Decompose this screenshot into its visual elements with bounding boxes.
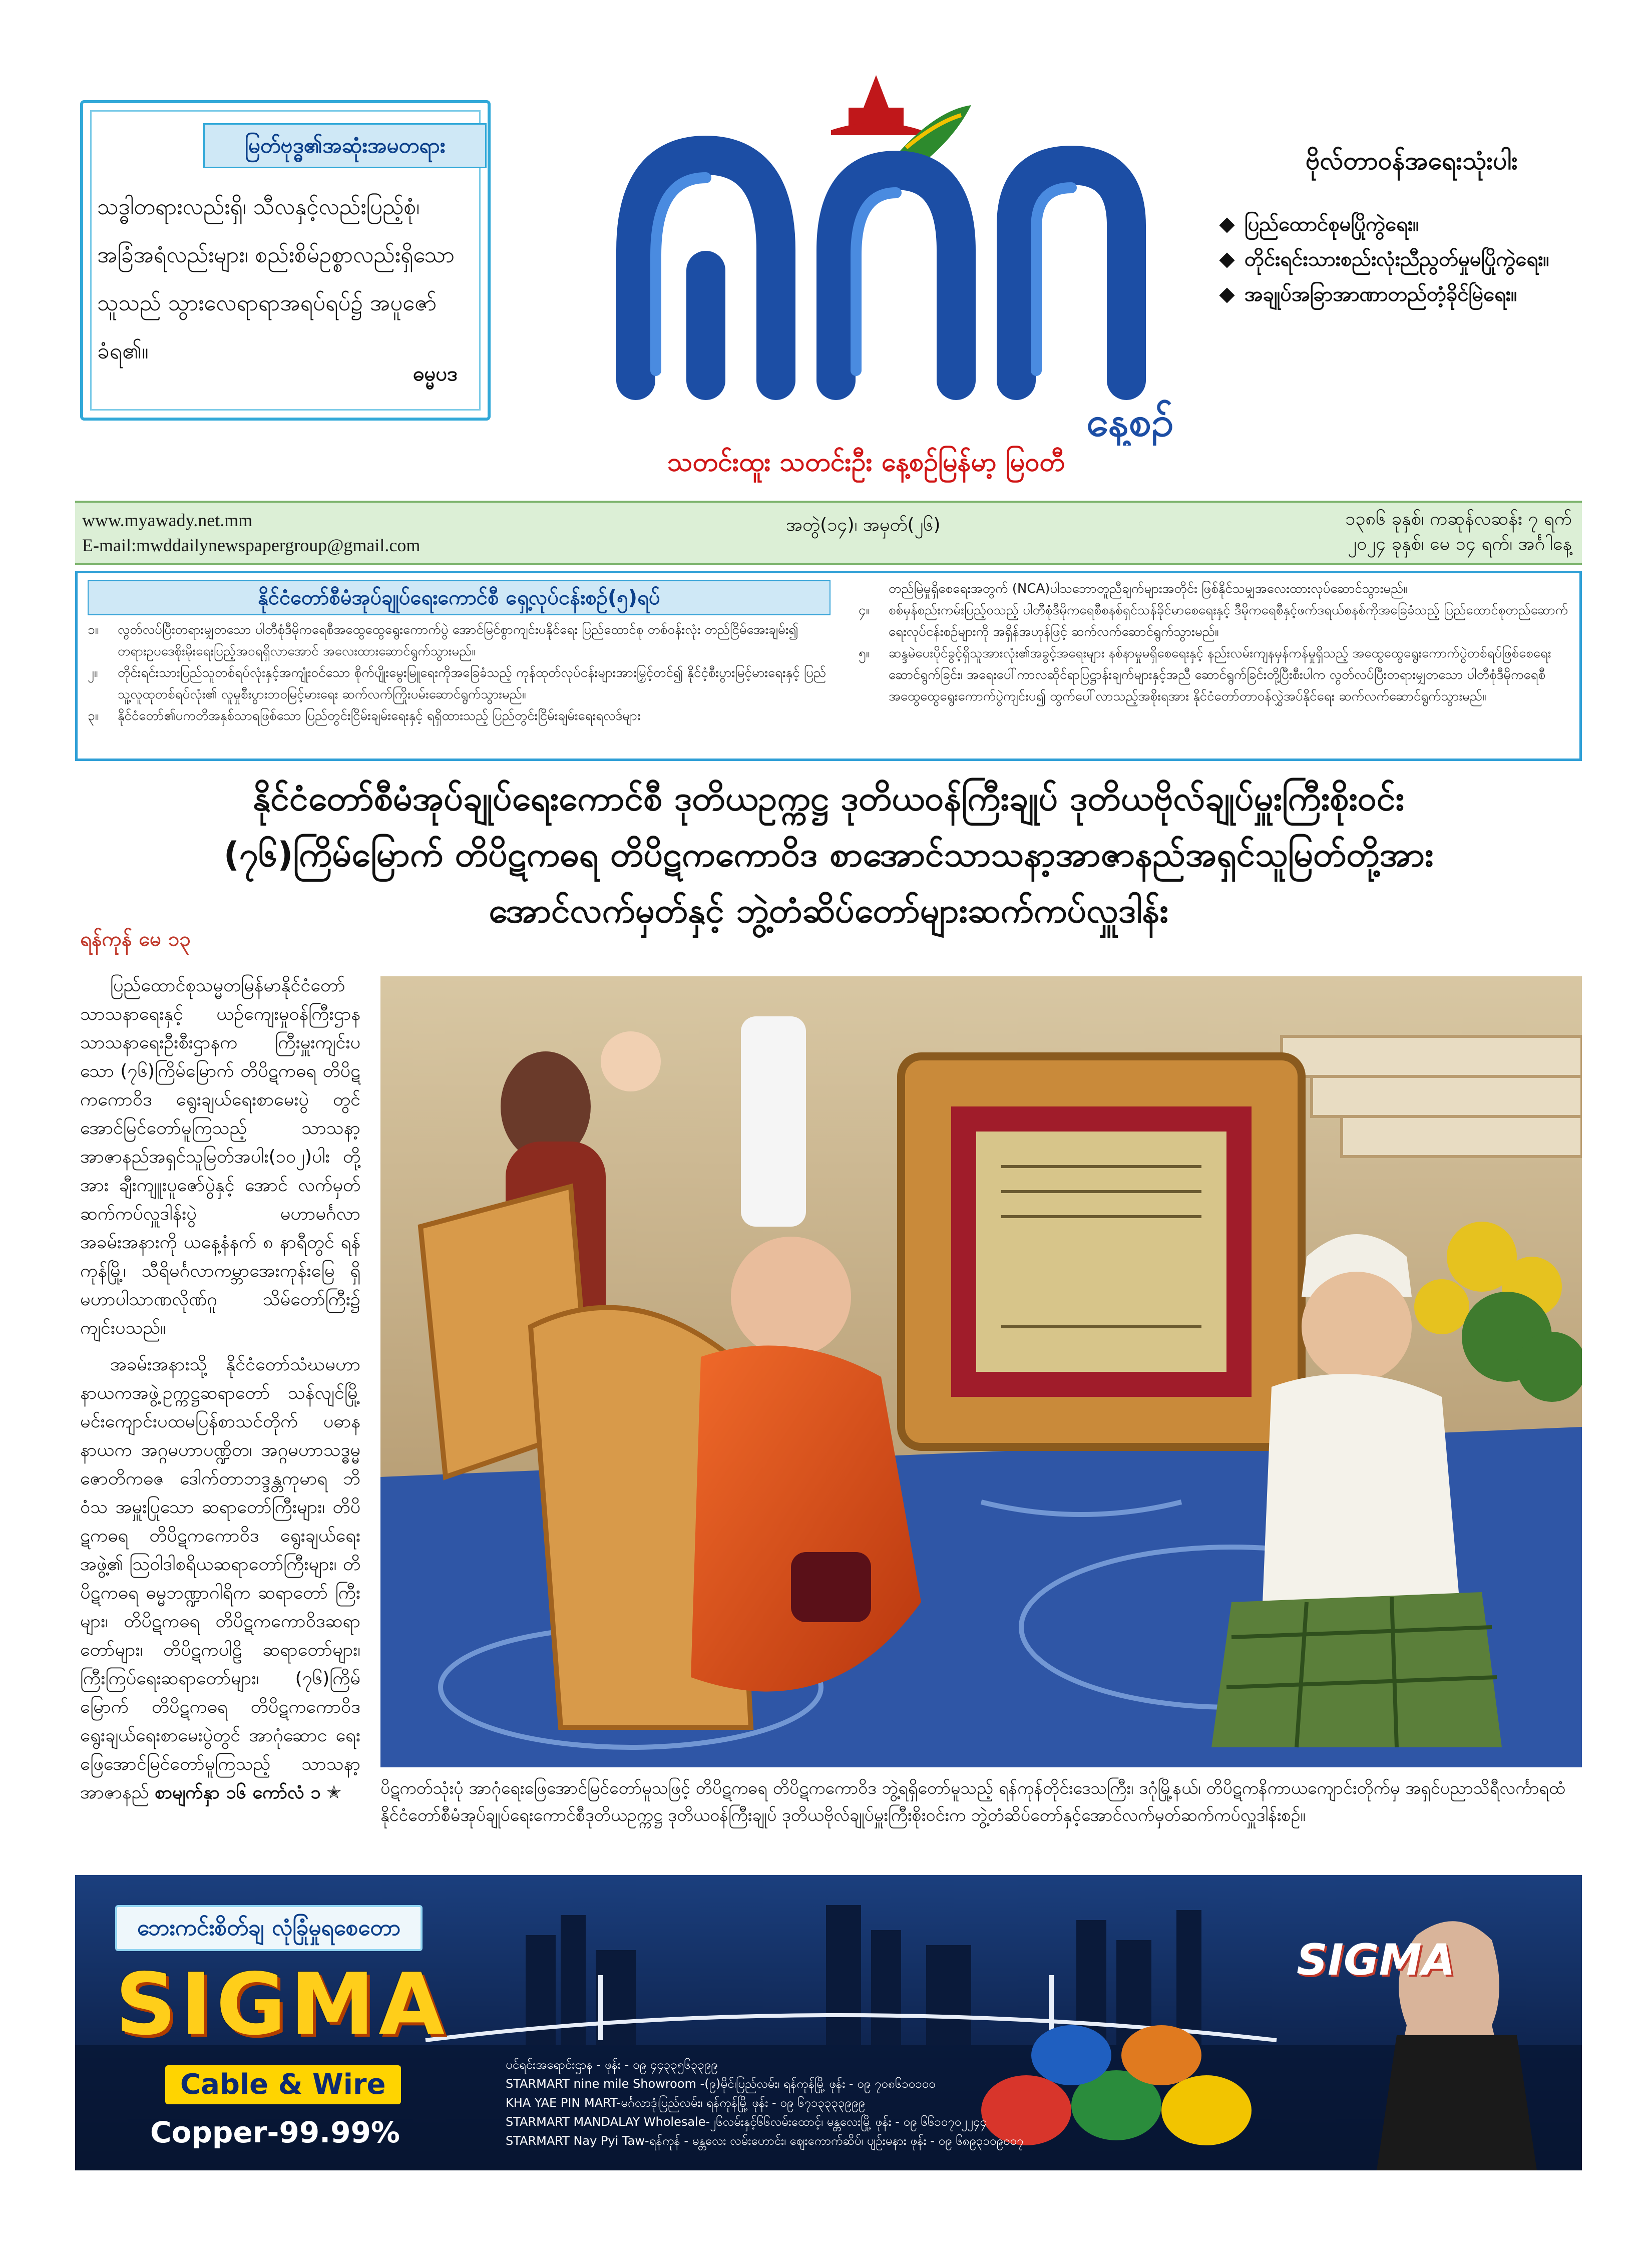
- quote-box: [80, 100, 491, 421]
- slogan-item: [1221, 277, 1602, 312]
- government-objectives-box: [75, 571, 1582, 761]
- diamond-bullet-icon: [1219, 217, 1234, 233]
- masthead-subtitle: နေ့စဉ်: [1086, 399, 1174, 445]
- ad-brand-name: SIGMA: [115, 1955, 449, 2054]
- slogans-title: ဗိုလ်တာဝန်အရေးသုံးပါး: [1306, 146, 1518, 175]
- objective-text: တည်မြဲမှုရှိစေရေးအတွက် (NCA)ပါသဘောတူညီချက်များအတိုင်း ဖြစ်နိုင်သမျှအလေးထားလုပ်ဆောင်သွားမည်။: [889, 581, 1408, 596]
- article-paragraph-text: အခမ်းအနားသို့ နိုင်ငံတော်သံဃမဟာ နာယကအဖွဲ့ဥက္ကဋ္ဌဆရာတော် သန်လျင်မြို့ မင်းကျောင်းပထမပြန်စာသင်တိုက် ပဓာန နာယက အဂ္ဂမဟာပဏ္ဍိတ၊ အဂ္ဂမဟာသဒ္ဓမ္မ ဇောတိကဓဇ ဒေါက်တာဘဒ္ဒန္တကုမာရ ဘိဝံသ အမှူးပြုသော ဆရာတော်ကြီးများ၊ တိပိဋကဓရ တိပိဋကကောဝိဒ ရွေးချယ်ရေး အဖွဲ့၏ ဩဝါဒါစရိယဆရာတော်ကြီးများ၊ တိပိဋကဓရ ဓမ္မဘဏ္ဍာဂါရိက ဆရာတော် ကြီးများ၊ တိပိဋကဓရ တိပိဋကကောဝိဒဆရာ တော်များ၊ တိပိဋကပါဠိ ဆရာတော်များ၊ ကြီးကြပ်ရေးဆရာတော်များ၊ (၇၆)ကြိမ် မြောက် တိပိဋကဓရ တိပိဋကကောဝိဒ ရွေးချယ်ရေးစာမေးပွဲတွင် အာဂုံဆောင ရေးဖြေအောင်မြင်တော်မူကြသည့် သာသနာ့ အာဇာနည်: [80, 1354, 360, 1803]
- objective-item: [859, 578, 1574, 600]
- objective-number: [859, 578, 889, 600]
- government-objectives-title: နိုင်ငံတော်စီမံအုပ်ချုပ်ရေးကောင်စီ ရှေ့လုပ်ငန်းစဉ်(၅)ရပ်: [88, 580, 831, 615]
- quote-line: သူသည် သွားလေရာရာအရပ်ရပ်၌ အပူဇော်: [97, 290, 437, 316]
- ad-copper-purity: Copper-99.99%: [150, 2115, 400, 2149]
- masthead-tagline: သတင်းထူး သတင်းဦး နေ့စဉ်မြန်မာ့ မြဝတီ: [667, 447, 1065, 477]
- ad-product: Cable & Wire: [165, 2065, 401, 2104]
- ad-contacts: [506, 2055, 1023, 2150]
- date-gregorian: ၂၀၂၄ ခုနှစ်၊ မေ ၁၄ ရက်၊ အင်္ဂါနေ့: [1348, 534, 1572, 554]
- objective-item: [88, 619, 829, 662]
- article-paragraph: ပြည်ထောင်စုသမ္မတမြန်မာနိုင်ငံတော် သာသနာရေးနှင့် ယဉ်ကျေးမှုဝန်ကြီးဌာန သာသနာရေးဦးစီးဌာနက ကြီးမှူးကျင်းပ သော (၇၆)ကြိမ်မြောက် တိပိဋကဓရ တိပိဋကကောဝိဒ ရွေးချယ်ရေးစာမေးပွဲ တွင် အောင်မြင်တော်မူကြသည့် သာသနာ့ အာဇာနည်အရှင်သူမြတ်အပါး(၁၀၂)ပါး တို့အား ချီးကျူးပူဇော်ပွဲနှင့် အောင် လက်မှတ်ဆက်ကပ်လှူဒါန်းပွဲ မဟာမင်္ဂလာ အခမ်းအနားကို ယနေ့နံနက် ၈ နာရီတွင် ရန်ကုန်မြို့၊ သီရိမင်္ဂလာကမ္ဘာအေးကုန်းမြေ ရှိ မဟာပါသာဏလိုဏ်ဂူ သိမ်တော်ကြီး၌ ကျင်းပသည်။: [80, 975, 360, 1338]
- objective-text: လွတ်လပ်ပြီးတရားမျှတသော ပါတီစုံဒီမိုကရေစီအထွေထွေရွေးကောက်ပွဲ အောင်မြင်စွာကျင်းပနိုင်ရေး ပြည်ထောင်စု တစ်ဝန်းလုံး တည်ငြိမ်အေးချမ်း၍ တရားဥပဒေစိုးမိုးရေးပြည့်အဝရရှိလာအောင် အလေးထားဆောင်ရွက်သွားမည်။: [118, 622, 798, 659]
- objective-item: [88, 662, 829, 705]
- masthead-logo-graphic: [576, 60, 1176, 446]
- objective-item: [88, 705, 829, 727]
- quote-line: ခံရ၏။: [97, 338, 149, 364]
- diamond-bullet-icon: [1219, 252, 1234, 268]
- objectives-right-column: [859, 578, 1574, 707]
- sigma-logo: SIGMA: [1297, 1935, 1455, 1985]
- objective-item: [859, 600, 1574, 643]
- objective-item: [859, 643, 1574, 707]
- ad-contact-line: KHA YAE PIN MART-မင်္ဂလာဒုံ၊ပြည်လမ်း၊ ရန်ကုန်မြို့ ဖုန်း - ၀၉ ၆၇၁၃၃၃၃၉၉၉: [506, 2096, 865, 2110]
- info-strip: [75, 501, 1582, 565]
- objective-text: တိုင်းရင်းသားပြည်သူတစ်ရပ်လုံးနှင့်အကျုံးဝင်သော စိုက်ပျိုးမွေးမြူရေးကိုအခြေခံသည့် ကုန်ထုတ်လုပ်ငန်းများအားမြှင့်တင်၍ နိုင်ငံ့စီးပွားမြင့်မားရေးနှင့် ပြည်သူ့လူထုတစ်ရပ်လုံး၏ လူမှုစီးပွားဘဝမြင့်မားရေး ဆက်လက်ကြိုးပမ်းဆောင်ရွက်သွားမည်။: [118, 665, 827, 702]
- ceremony-photo-illustration: [380, 976, 1582, 1767]
- objective-text: နိုင်ငံတော်၏ပကတိအနှစ်သာရဖြစ်သော ပြည်တွင်းငြိမ်းချမ်းရေးနှင့် ရရှိထားသည့် ပြည်တွင်းငြိမ်းချမ်းရေးရလဒ်များ: [118, 708, 641, 723]
- objective-number: ၃။: [88, 708, 99, 723]
- issue-number: အတွဲ(၁၄)၊ အမှတ်(၂၆): [786, 515, 941, 535]
- ad-contact-line: STARMART Nay Pyi Taw-ရန်ကုန် - မန္တလေး လမ်းဟောင်း၊ ဈေးကောက်ဆိပ်၊ ပျဉ်းမနား ဖုန်း - ၀၉ ၆၈၉၃၁၀၉၀၀၇: [506, 2134, 1024, 2148]
- photo-caption: ပိဋကတ်သုံးပုံ အာဂုံရေးဖြေအောင်မြင်တော်မူသဖြင့် တိပိဋကဓရ တိပိဋကကောဝိဒ ဘွဲ့ရရှိတော်မူသည့် ရန်ကုန်တိုင်းဒေသကြီး၊ ဒဂုံမြို့နယ်၊ တိပိဋကနိကာယကျောင်းတိုက်မှ အရှင်ပညာသိရီလင်္ကာရထံ နိုင်ငံတော်စီမံအုပ်ချုပ်ရေးကောင်စီဒုတိယဥက္ကဋ္ဌ ဒုတိယဝန်ကြီးချုပ် ဒုတိယဗိုလ်ချုပ်မှူးကြီးစိုးဝင်းက ဘွဲ့တံဆိပ်တော်နှင့်အောင်လက်မှတ်ဆက်ကပ်လှူဒါန်းစဉ်။: [380, 1778, 1565, 1825]
- star-icon: ✭: [320, 1782, 342, 1803]
- ceremony-photo: [380, 976, 1582, 1767]
- quote-title: မြတ်ဗုဒ္ဓ၏အဆုံးအမတရား: [203, 123, 487, 168]
- diamond-bullet-icon: [1219, 287, 1234, 303]
- website-link[interactable]: www.myawady.net.mm: [82, 510, 253, 530]
- ad-contact-line: STARMART nine mile Showroom -(၉)မိုင်၊ပြည်လမ်း၊ ရန်ကုန်မြို့ ဖုန်း - ၀၉ ၇၀၈၆၁၀၁၀၀: [506, 2077, 936, 2091]
- slogan-text: တိုင်းရင်းသားစည်းလုံးညီညွတ်မှုမပြိုကွဲရေး။: [1245, 248, 1549, 271]
- headline-line: အောင်လက်မှတ်နှင့် ဘွဲ့တံဆိပ်တော်များဆက်ကပ်လှူဒါန်း: [489, 891, 1168, 931]
- article-body: [80, 971, 360, 1815]
- objective-number: ၁။: [88, 622, 99, 637]
- quote-text: [97, 183, 478, 376]
- slogan-text: အချုပ်အခြာအာဏာတည်တံ့ခိုင်မြဲရေး။: [1245, 283, 1517, 306]
- slogan-item: [1221, 207, 1602, 242]
- date-myanmar: ၁၃၈၆ ခုနှစ်၊ ကဆုန်လဆန်း ၇ ရက်: [1345, 509, 1572, 529]
- article-dateline: ရန်ကုန် မေ ၁၃: [80, 928, 191, 951]
- quote-source: ဓမ္မပဒ: [412, 362, 458, 386]
- slogan-text: ပြည်ထောင်စုမပြိုကွဲရေး။: [1245, 213, 1419, 236]
- objective-number: ၄။: [859, 603, 870, 618]
- sigma-advertisement[interactable]: [75, 1875, 1582, 2170]
- objective-text: ဆန္ဒမဲပေးပိုင်ခွင့်ရှိသူအားလုံး၏အခွင့်အရေးများ နစ်နာမှုမရှိစေရေးနှင့် နည်းလမ်းကျနမှန်ကန်မှုရှိသည့် အထွေထွေရွေးကောက်ပွဲတစ်ရပ်ဖြစ်စေရေးဆောင်ရွက်ခြင်း၊ အရေးပေါ်ကာလဆိုင်ရာပြဋ္ဌာန်းချက်များနှင့်အညီ ဆောင်ရွက်ခြင်းတို့ပြီးစီးပါက လွတ်လပ်ပြီးတရားမျှတသော ပါတီစုံဒီမိုကရေစီအထွေထွေရွေးကောက်ပွဲကျင်းပ၍ ထွက်ပေါ်လာသည့်အစိုးရအား နိုင်ငံတော်တာဝန်လွှဲအပ်နိုင်ရေး ဆက်လက်ဆောင်ရွက်သွားမည်။: [889, 646, 1551, 704]
- emblem-icon: [831, 75, 971, 160]
- slogans-box: [1221, 145, 1602, 312]
- slogan-item: [1221, 242, 1602, 277]
- ad-contact-line: STARMART MANDALAY Wholesale-၂၆လမ်းနှင့်၆၆လမ်းထောင့်၊ မန္တလေးမြို့ ဖုန်း - ၀၉ ၆၆၁၀၇၀၂၂၄၄: [506, 2115, 987, 2129]
- main-headline: [80, 771, 1577, 939]
- masthead-logo: [576, 60, 1176, 446]
- article-paragraph: [80, 1350, 360, 1807]
- ad-tagline: ဘေးကင်းစိတ်ချ လုံခြုံမှုရစေတော: [115, 1905, 423, 1951]
- headline-line: နိုင်ငံတော်စီမံအုပ်ချုပ်ရေးကောင်စီ ဒုတိယဥက္ကဋ္ဌ ဒုတိယဝန်ကြီးချုပ် ဒုတိယဗိုလ်ချုပ်မှူးကြီးစိုးဝင်း: [253, 779, 1404, 819]
- objective-number: ၂။: [88, 665, 98, 680]
- email-link[interactable]: E-mail:mwddailynewspapergroup@gmail.com: [82, 535, 421, 555]
- quote-line: သဒ္ဓါတရားလည်းရှိ၊ သီလနှင့်လည်းပြည့်စုံ၊: [97, 194, 420, 220]
- objectives-left-column: [88, 619, 829, 727]
- ad-contact-line: ပင်ရင်းအရောင်းဌာန - ဖုန်း - ၀၉ ၄၄၃၃၅၆၃၃၉၉: [506, 2058, 718, 2072]
- continued-link[interactable]: စာမျက်နှာ ၁၆ ကော်လံ ၁: [154, 1782, 321, 1803]
- objective-text: စစ်မှန်စည်းကမ်းပြည့်ဝသည့် ပါတီစုံဒီမိုကရေစီစနစ်ရှင်သန်ခိုင်မာစေရေးနှင့် ဒီမိုကရေစီနှင့်ဖက်ဒရယ်စနစ်ကိုအခြေခံသည့် ပြည်ထောင်စုတည်ဆောက်ရေးလုပ်ငန်းစဉ်များကို အရှိန်အဟုန်ဖြင့် ဆက်လက်ဆောင်ရွက်သွားမည်။: [889, 603, 1568, 639]
- objective-number: ၅။: [859, 646, 870, 661]
- quote-line: အခြံအရံလည်းများ၊ စည်းစိမ်ဥစ္စာလည်းရှိသော: [97, 242, 455, 268]
- headline-line: (၇၆)ကြိမ်မြောက် တိပိဋကဓရ တိပိဋကကောဝိဒ စာအောင်သာသနာ့အာဇာနည်အရှင်သူမြတ်တို့အား: [223, 835, 1434, 875]
